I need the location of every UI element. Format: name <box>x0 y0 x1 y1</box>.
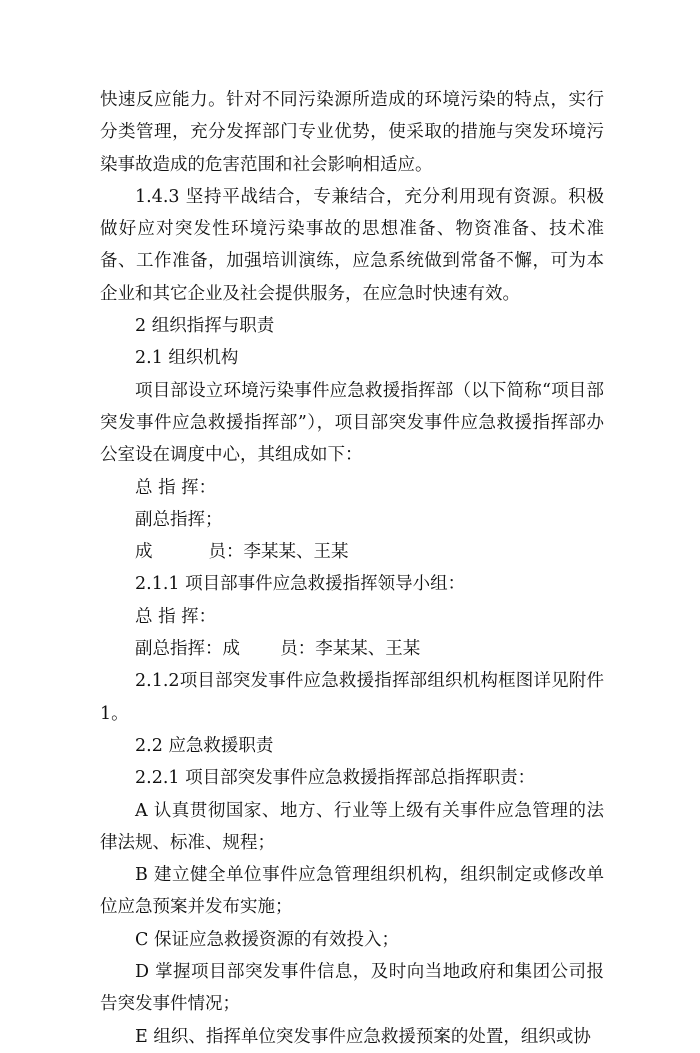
deputy-member-label: 副总指挥：成 <box>135 639 240 660</box>
heading-2-2-1: 2.2.1 项目部突发事件应急救援指挥部总指挥职责： <box>135 768 536 789</box>
heading-2-1: 2.1 组织机构 <box>135 348 239 369</box>
item-b: B 建立健全单位事件应急管理组织机构，组织制定或修改单位应急预案并发布实施； <box>100 865 604 918</box>
deputy-line: 副总指挥； <box>135 509 223 530</box>
heading-2-2: 2.2 应急救援职责 <box>135 735 274 756</box>
deputy-member-line <box>100 633 604 665</box>
deputy-member-names: 员：李某某、王某 <box>280 639 421 660</box>
member-names: 员：李某某、王某 <box>208 542 349 563</box>
member-label: 成 <box>135 542 153 563</box>
item-c: C 保证应急救援资源的有效投入； <box>135 929 399 950</box>
heading-2-1-1: 2.1.1 项目部事件应急救援指挥领导小组： <box>135 574 466 595</box>
member-line <box>100 536 604 568</box>
paragraph-intro: 快速反应能力。针对不同污染源所造成的环境污染的特点，实行分类管理，充分发挥部门专业优势，使采取的措施与突发环境污染事故造成的危害范围和社会影响相适应。 <box>100 90 604 175</box>
commander-line: 总 指 挥： <box>135 477 217 498</box>
commander-line-2: 总 指 挥： <box>135 606 217 627</box>
paragraph-1-4-3: 1.4.3 坚持平战结合，专兼结合，充分利用现有资源。积极做好应对突发性环境污染事故的思想准备、物资准备、技术准备、工作准备，加强培训演练，应急系统做到常备不懈，可为本企业和其它企业及社会提供服务，在应急时快速有效。 <box>100 186 604 304</box>
document-body <box>100 84 604 1053</box>
item-e: E 组织、指挥单位突发事件应急救援预案的处置，组织或协 <box>135 1026 591 1047</box>
paragraph-2-1-2: 2.1.2项目部突发事件应急救援指挥部组织机构框图详见附件 1。 <box>100 671 604 724</box>
item-a: A 认真贯彻国家、地方、行业等上级有关事件应急管理的法律法规、标准、规程； <box>100 800 604 853</box>
item-d: D 掌握项目部突发事件信息，及时向当地政府和集团公司报告突发事件情况； <box>100 962 604 1015</box>
paragraph-organization: 项目部设立环境污染事件应急救援指挥部（以下简称“项目部突发事件应急救援指挥部”），项目部突发事件应急救援指挥部办公室设在调度中心，其组成如下： <box>100 380 604 466</box>
heading-2: 2 组织指挥与职责 <box>135 316 275 337</box>
